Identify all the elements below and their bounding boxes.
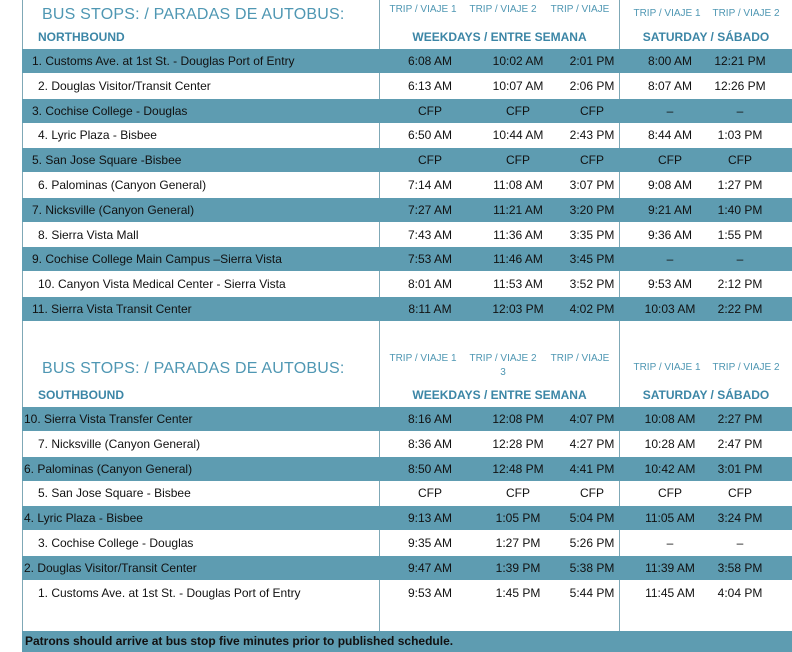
table-row (22, 481, 792, 505)
time-cell: 9:47 AM (407, 560, 453, 575)
time-cell: 11:08 AM (493, 178, 543, 192)
time-cell: 8:36 AM (407, 436, 453, 451)
time-cell: 2:06 PM (569, 78, 615, 93)
stop-name: 9. Cochise College Main Campus –Sierra Vista (32, 252, 282, 267)
footer-note: Patrons should arrive at bus stop five minutes prior to published schedule. (22, 631, 792, 652)
time-cell: 3:45 PM (569, 252, 615, 267)
time-cell: – (666, 536, 674, 550)
stop-name: 4. Lyric Plaza - Bisbee (38, 128, 157, 143)
time-cell: 10:03 AM (644, 302, 696, 316)
time-cell: 1:05 PM (495, 511, 541, 526)
time-cell: CFP (580, 103, 604, 118)
weekdays-label: WEEKDAYS / ENTRE SEMANA (412, 30, 587, 44)
time-cell: 9:35 AM (407, 536, 453, 550)
table-row (22, 198, 792, 222)
time-cell: 1:45 PM (495, 585, 541, 600)
time-cell: 10:28 AM (644, 436, 696, 451)
time-cell: 10:42 AM (644, 461, 696, 476)
trip-header: TRIP / VIAJE 1 (633, 8, 701, 19)
time-cell: 4:27 PM (569, 436, 615, 451)
table-row (22, 247, 792, 271)
trip-header: TRIP / VIAJE 1 (633, 362, 701, 373)
time-cell: CFP (418, 103, 442, 118)
trip-header: TRIP / VIAJE 2 (712, 362, 780, 373)
table-row (22, 531, 792, 555)
table-row (22, 123, 792, 147)
time-cell: 9:53 AM (647, 277, 693, 292)
time-cell: 11:39 AM (645, 560, 695, 575)
time-cell: 9:53 AM (407, 585, 453, 600)
time-cell: CFP (728, 153, 752, 168)
time-cell: CFP (506, 103, 530, 118)
saturday-label: SATURDAY / SÁBADO (642, 30, 770, 44)
time-cell: 8:07 AM (647, 78, 693, 93)
time-cell: 3:24 PM (717, 511, 763, 526)
southbound-direction-label: SOUTHBOUND (38, 388, 124, 402)
stop-name: 7. Nicksville (Canyon General) (32, 202, 195, 217)
northbound-direction-label: NORTHBOUND (38, 30, 125, 44)
time-cell: 8:01 AM (407, 277, 453, 292)
time-cell: 6:50 AM (407, 128, 453, 143)
weekdays-label: WEEKDAYS / ENTRE SEMANA (412, 388, 587, 402)
time-cell: 10:02 AM (492, 54, 544, 68)
time-cell: 9:08 AM (647, 178, 693, 192)
table-row (22, 49, 792, 73)
table-row (22, 556, 792, 580)
trip-header: TRIP / VIAJE 2 (712, 8, 780, 19)
time-cell: – (736, 536, 744, 550)
time-cell: 12:26 PM (714, 78, 766, 93)
time-cell: 2:01 PM (569, 54, 615, 68)
time-cell: 2:12 PM (717, 277, 763, 292)
table-row (22, 99, 792, 123)
table-row (22, 457, 792, 481)
table-row (22, 74, 792, 98)
stop-name: 2. Douglas Visitor/Transit Center (38, 78, 211, 93)
stop-name: 10. Sierra Vista Transfer Center (24, 412, 193, 426)
time-cell: 4:02 PM (569, 302, 615, 316)
stop-name: 6. Palominas (Canyon General) (24, 461, 193, 476)
time-cell: CFP (658, 486, 682, 501)
time-cell: 10:07 AM (492, 78, 544, 93)
time-cell: CFP (658, 153, 682, 168)
time-cell: 12:21 PM (714, 54, 766, 68)
table-row (22, 148, 792, 172)
time-cell: 11:36 AM (493, 227, 543, 242)
northbound-title: BUS STOPS: / PARADAS DE AUTOBUS: (42, 6, 345, 23)
stop-name: 2. Douglas Visitor/Transit Center (24, 560, 197, 575)
time-cell: 6:08 AM (407, 54, 453, 68)
table-row (22, 223, 792, 247)
time-cell: 8:44 AM (647, 128, 693, 143)
time-cell: 1:39 PM (495, 560, 541, 575)
stop-name: 3. Cochise College - Douglas (38, 536, 194, 550)
trip-header: TRIP / VIAJE 2 (469, 353, 537, 364)
time-cell: 2:27 PM (717, 412, 763, 426)
stop-name: 3. Cochise College - Douglas (32, 103, 188, 118)
time-cell: – (736, 103, 744, 118)
time-cell: 5:04 PM (569, 511, 615, 526)
trip-header: TRIP / VIAJE 1 (389, 4, 457, 15)
time-cell: 1:55 PM (717, 227, 763, 242)
stop-name: 11. Sierra Vista Transit Center (32, 302, 192, 316)
saturday-label: SATURDAY / SÁBADO (642, 388, 770, 402)
time-cell: 9:36 AM (647, 227, 693, 242)
trip-header: TRIP / VIAJE (550, 353, 610, 364)
time-cell: CFP (580, 153, 604, 168)
time-cell: 5:38 PM (569, 560, 615, 575)
time-cell: 12:08 PM (492, 412, 544, 426)
stop-name: 5. San Jose Square - Bisbee (38, 486, 191, 501)
table-row (22, 432, 792, 456)
trip-header-sub: 3 (500, 367, 506, 378)
time-cell: 11:53 AM (493, 277, 543, 292)
time-cell: 11:21 AM (493, 202, 543, 217)
time-cell: 2:43 PM (569, 128, 615, 143)
trip-header: TRIP / VIAJE (550, 4, 610, 15)
stop-name: 1. Customs Ave. at 1st St. - Douglas Port of Entry (38, 585, 301, 600)
table-row (22, 173, 792, 197)
time-cell: 3:58 PM (717, 560, 763, 575)
time-cell: 8:11 AM (408, 302, 452, 316)
southbound-title: BUS STOPS: / PARADAS DE AUTOBUS: (42, 360, 345, 377)
time-cell: – (736, 252, 744, 267)
time-cell: 11:05 AM (645, 511, 695, 526)
time-cell: 8:50 AM (407, 461, 453, 476)
time-cell: CFP (506, 153, 530, 168)
time-cell: 12:03 PM (492, 302, 544, 316)
trip-header: TRIP / VIAJE 2 (469, 4, 537, 15)
table-row (22, 506, 792, 530)
time-cell: 4:04 PM (717, 585, 763, 600)
table-row (22, 581, 792, 605)
time-cell: 3:35 PM (569, 227, 615, 242)
time-cell: – (666, 103, 674, 118)
stop-name: 1. Customs Ave. at 1st St. - Douglas Port of Entry (32, 54, 295, 68)
time-cell: 1:03 PM (717, 128, 763, 143)
time-cell: – (666, 252, 674, 267)
time-cell: 12:28 PM (492, 436, 544, 451)
table-row (22, 407, 792, 431)
time-cell: 9:21 AM (647, 202, 693, 217)
time-cell: CFP (418, 486, 442, 501)
time-cell: CFP (506, 486, 530, 501)
time-cell: 10:44 AM (492, 128, 544, 143)
time-cell: 7:53 AM (407, 252, 453, 267)
table-row (22, 272, 792, 296)
stop-name: 4. Lyric Plaza - Bisbee (24, 511, 143, 526)
time-cell: 12:48 PM (492, 461, 544, 476)
time-cell: 6:13 AM (407, 78, 453, 93)
time-cell: 7:43 AM (407, 227, 453, 242)
time-cell: CFP (728, 486, 752, 501)
time-cell: 11:45 AM (645, 585, 695, 600)
time-cell: 8:16 AM (407, 412, 453, 426)
time-cell: CFP (418, 153, 442, 168)
time-cell: CFP (580, 486, 604, 501)
trip-header: TRIP / VIAJE 1 (389, 353, 457, 364)
time-cell: 1:27 PM (495, 536, 541, 550)
stop-name: 6. Palominas (Canyon General) (38, 178, 207, 192)
time-cell: 7:14 AM (407, 178, 453, 192)
time-cell: 9:13 AM (407, 511, 453, 526)
stop-name: 10. Canyon Vista Medical Center - Sierra Vista (38, 277, 286, 292)
stop-name: 5. San Jose Square -Bisbee (32, 153, 182, 168)
stop-name: 8. Sierra Vista Mall (38, 227, 139, 242)
table-row (22, 297, 792, 321)
time-cell: 2:22 PM (717, 302, 763, 316)
time-cell: 10:08 AM (644, 412, 696, 426)
time-cell: 5:26 PM (569, 536, 615, 550)
time-cell: 1:27 PM (717, 178, 763, 192)
time-cell: 3:20 PM (569, 202, 615, 217)
time-cell: 3:01 PM (717, 461, 763, 476)
time-cell: 3:07 PM (569, 178, 615, 192)
time-cell: 4:41 PM (569, 461, 615, 476)
time-cell: 8:00 AM (647, 54, 693, 68)
stop-name: 7. Nicksville (Canyon General) (38, 436, 201, 451)
time-cell: 4:07 PM (569, 412, 615, 426)
time-cell: 2:47 PM (717, 436, 763, 451)
time-cell: 3:52 PM (569, 277, 615, 292)
time-cell: 1:40 PM (717, 202, 763, 217)
time-cell: 7:27 AM (407, 202, 453, 217)
time-cell: 5:44 PM (569, 585, 615, 600)
time-cell: 11:46 AM (493, 252, 543, 267)
